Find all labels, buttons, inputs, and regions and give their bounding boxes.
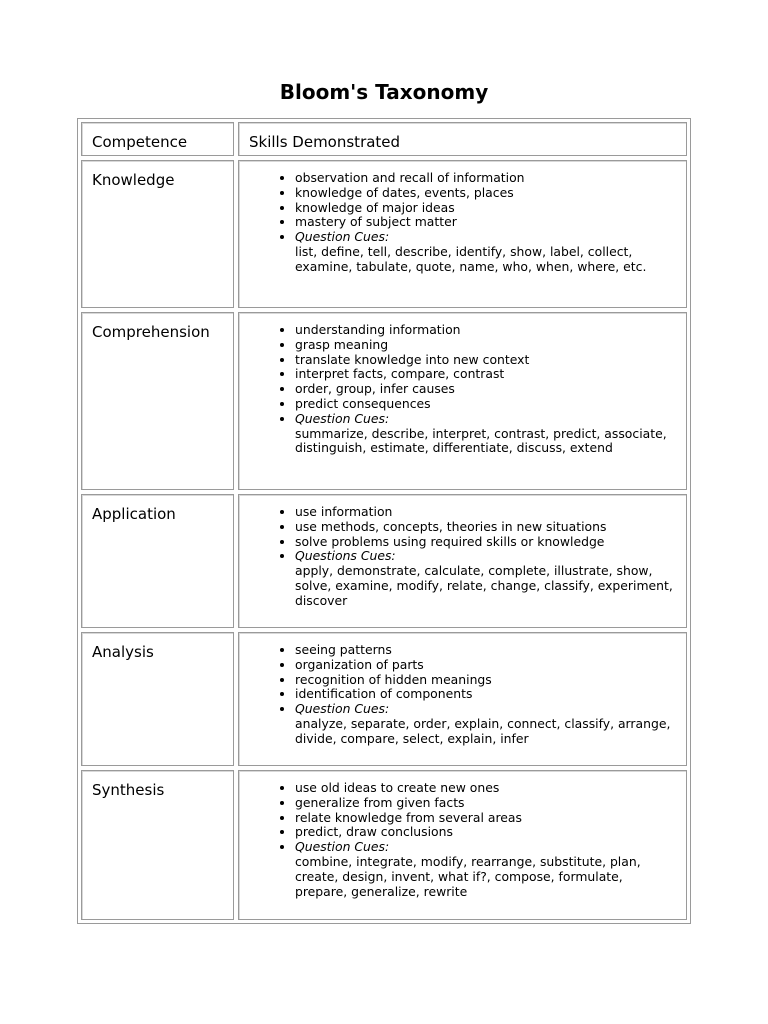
competence-label: Comprehension <box>92 323 210 341</box>
question-cues-text: analyze, separate, order, explain, connect, classify, arrange, divide, compare, select, explain, infer <box>295 715 671 746</box>
skills-list <box>271 323 676 456</box>
header-cell-competence <box>81 122 234 156</box>
skill-item: • use methods, concepts, theories in new situations <box>295 520 676 535</box>
question-cues-label: • Question Cues: <box>295 410 390 426</box>
question-cues-text: list, define, tell, describe, identify, show, label, collect, examine, tabulate, quote, name, who, when, where, etc. <box>295 243 647 274</box>
skill-item: • grasp meaning <box>295 338 676 353</box>
column-header-competence: Competence <box>92 133 188 151</box>
skill-item: • use old ideas to create new ones <box>295 781 676 796</box>
question-cues-item <box>295 702 676 746</box>
competence-label: Application <box>92 505 176 523</box>
table-row-analysis-skills-cell <box>238 632 687 766</box>
table-row-knowledge-label-cell <box>81 160 234 308</box>
skill-item: • predict consequences <box>295 397 676 412</box>
skill-item: • recognition of hidden meanings <box>295 673 676 688</box>
question-cues-label: • Question Cues: <box>295 701 390 717</box>
question-cues-text: summarize, describe, interpret, contrast, predict, associate, distinguish, estimate, differentiate, discuss, extend <box>295 425 667 456</box>
table-row-synthesis-label-cell <box>81 770 234 920</box>
question-cues-label: • Question Cues: <box>295 229 390 245</box>
skill-item: • solve problems using required skills or knowledge <box>295 535 676 550</box>
competence-label: Knowledge <box>92 171 175 189</box>
header-cell-skills <box>238 122 687 156</box>
skill-item: • organization of parts <box>295 658 676 673</box>
question-cues-text: apply, demonstrate, calculate, complete, illustrate, show, solve, examine, modify, relate, change, classify, experiment, discover <box>295 563 673 608</box>
table-row-comprehension-label-cell <box>81 312 234 490</box>
skill-item: • knowledge of major ideas <box>295 201 676 216</box>
skill-item: • order, group, infer causes <box>295 382 676 397</box>
question-cues-item <box>295 549 676 608</box>
question-cues-item <box>295 840 676 899</box>
column-header-skills: Skills Demonstrated <box>249 133 401 151</box>
table-row-application-label-cell <box>81 494 234 628</box>
question-cues-label: • Questions Cues: <box>295 548 396 564</box>
page-title: Bloom's Taxonomy <box>279 80 489 104</box>
table-row-knowledge-skills-cell <box>238 160 687 308</box>
table-row-application-skills-cell <box>238 494 687 628</box>
skill-item: • generalize from given facts <box>295 796 676 811</box>
skills-list <box>271 643 676 747</box>
skill-item: • knowledge of dates, events, places <box>295 186 676 201</box>
skill-item: • mastery of subject matter <box>295 215 676 230</box>
question-cues-label: • Question Cues: <box>295 839 390 855</box>
skill-item: • translate knowledge into new context <box>295 353 676 368</box>
skills-list <box>271 171 676 275</box>
skill-item: • observation and recall of information <box>295 171 676 186</box>
skill-item: • understanding information <box>295 323 676 338</box>
question-cues-item <box>295 412 676 456</box>
skills-list <box>271 781 676 899</box>
skill-item: • seeing patterns <box>295 643 676 658</box>
competence-label: Analysis <box>92 643 154 661</box>
table-row-comprehension-skills-cell <box>238 312 687 490</box>
skill-item: • identification of components <box>295 687 676 702</box>
skill-item: • use information <box>295 505 676 520</box>
question-cues-item <box>295 230 676 274</box>
table-row-analysis-label-cell <box>81 632 234 766</box>
skill-item: • relate knowledge from several areas <box>295 811 676 826</box>
competence-label: Synthesis <box>92 781 165 799</box>
skill-item: • interpret facts, compare, contrast <box>295 367 676 382</box>
skill-item: • predict, draw conclusions <box>295 825 676 840</box>
skills-list <box>271 505 676 609</box>
question-cues-text: combine, integrate, modify, rearrange, substitute, plan, create, design, invent, what if?, compose, formulate, prepare, generalize, rewrite <box>295 853 641 899</box>
table-row-synthesis-skills-cell <box>238 770 687 920</box>
